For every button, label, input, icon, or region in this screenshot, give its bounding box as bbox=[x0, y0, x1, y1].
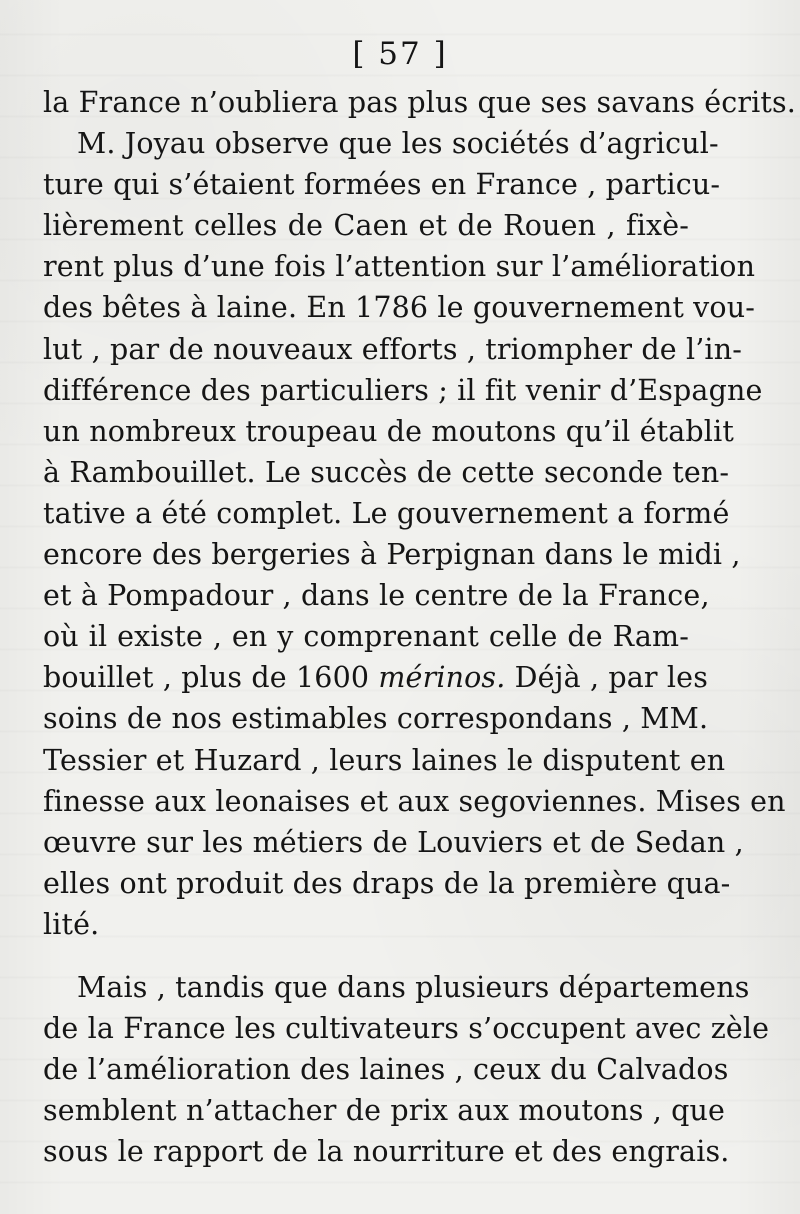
text-line: différence des particuliers ; il fit venir d’Espagne bbox=[43, 373, 763, 407]
text-line: de l’amélioration des laines , ceux du Calvados bbox=[43, 1053, 729, 1087]
page-text bbox=[43, 82, 797, 1172]
text-line: et à Pompadour , dans le centre de la France, bbox=[43, 579, 710, 613]
text-line: Mais , tandis que dans plusieurs départemens bbox=[77, 970, 750, 1004]
text-line: tative a été complet. Le gouvernement a formé bbox=[43, 496, 730, 530]
text-line: soins de nos estimables correspondans , MM. bbox=[43, 702, 709, 736]
text-line: lité. bbox=[43, 907, 100, 941]
text-line: ture qui s’étaient formées en France , particu- bbox=[43, 168, 721, 202]
text-line: rent plus d’une fois l’attention sur l’amélioration bbox=[43, 250, 756, 284]
text-line: œuvre sur les métiers de Louviers et de Sedan , bbox=[43, 825, 744, 859]
text-line: un nombreux troupeau de moutons qu’il établit bbox=[43, 414, 734, 448]
text-line-with-italic bbox=[43, 657, 708, 698]
text-line: des bêtes à laine. En 1786 le gouvernement vou- bbox=[43, 291, 755, 325]
page-number: [ 57 ] bbox=[352, 36, 448, 72]
text-segment: bouillet , plus de 1600 bbox=[43, 661, 370, 695]
text-line: lut , par de nouveaux efforts , triompher de l’in- bbox=[43, 332, 742, 366]
text-line: finesse aux leonaises et aux segoviennes. Mises en bbox=[43, 784, 786, 818]
text-line: de la France les cultivateurs s’occupent avec zèle bbox=[43, 1012, 770, 1046]
text-line: semblent n’attacher de prix aux moutons , que bbox=[43, 1094, 726, 1128]
text-line: elles ont produit des draps de la première qua- bbox=[43, 866, 731, 900]
text-line: à Rambouillet. Le succès de cette seconde ten- bbox=[43, 455, 730, 489]
text-line: où il existe , en y comprenant celle de Ram- bbox=[43, 620, 689, 654]
italic-word-merinos: mérinos. bbox=[378, 661, 506, 695]
text-segment: Déjà , par les bbox=[505, 661, 708, 695]
text-line: M. Joyau observe que les sociétés d’agricul- bbox=[77, 127, 719, 161]
text-line: lièrement celles de Caen et de Rouen , fixè- bbox=[43, 209, 689, 243]
text-line: Tessier et Huzard , leurs laines le disputent en bbox=[43, 743, 726, 777]
text-line: encore des bergeries à Perpignan dans le midi , bbox=[43, 538, 741, 572]
text-line: la France n’oubliera pas plus que ses savans écrits. bbox=[43, 86, 797, 119]
text-line: sous le rapport de la nourriture et des engrais. bbox=[43, 1135, 730, 1169]
